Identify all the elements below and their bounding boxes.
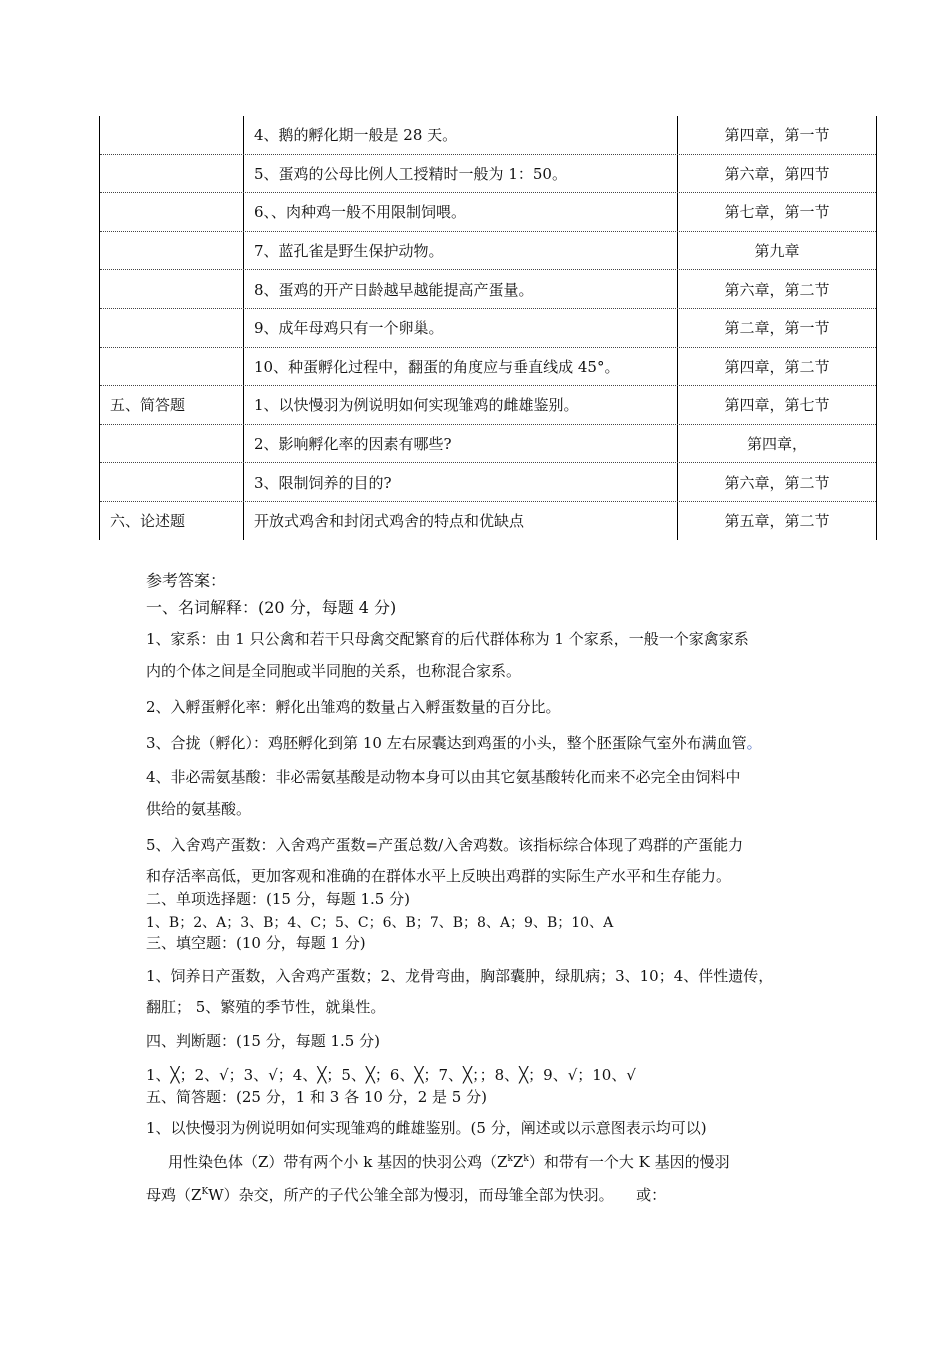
- question-cell: 8、蛋鸡的开产日龄越早越能提高产蛋量。: [244, 270, 678, 308]
- answer-paragraph: [146, 732, 762, 753]
- superscript: k: [523, 1154, 529, 1164]
- question-type-cell: [100, 270, 244, 308]
- chapter-ref-cell: 第四章，第二节: [724, 357, 830, 376]
- question-cell: 10、种蛋孵化过程中，翻蛋的角度应与垂直线成 45°。: [244, 348, 678, 386]
- table-row: [100, 386, 876, 425]
- answer-paragraph: 2、入孵蛋孵化率：孵化出雏鸡的数量占入孵蛋数量的百分比。: [146, 698, 561, 716]
- superscript: k: [507, 1154, 513, 1164]
- answer-line: 1、B；2、A；3、B；4、C；5、C；6、B；7、B；8、A；9、B；10、A: [146, 915, 614, 931]
- question-type-cell: [100, 193, 244, 231]
- answer-paragraph: 1、以快慢羽为例说明如何实现雏鸡的雌雄鉴别。(5 分，阐述或以示意图表示均可以): [146, 1119, 707, 1137]
- question-type-cell: [100, 155, 244, 193]
- chapter-ref-cell: 第六章，第二节: [724, 473, 830, 492]
- answer-paragraph: 1、家系：由 1 只公禽和若干只母禽交配繁育的后代群体称为 1 个家系，一般一个家禽家系: [146, 630, 749, 648]
- table-row: [100, 348, 876, 387]
- answer-paragraph: 5、入舍鸡产蛋数：入舍鸡产蛋数=产蛋总数/入舍鸡数。该指标综合体现了鸡群的产蛋能力: [146, 836, 744, 854]
- question-type-cell: [100, 116, 244, 154]
- question-type-cell: [100, 232, 244, 270]
- answer-text: ）和带有一个大 K 基因的慢羽: [528, 1153, 730, 1171]
- answer-paragraph: 1、饲养日产蛋数，入舍鸡产蛋数；2、龙骨弯曲，胸部囊肿，绿肌病；3、10；4、伴性遗传，: [146, 967, 774, 985]
- answer-paragraph: 内的个体之间是全同胞或半同胞的关系，也称混合家系。: [146, 662, 522, 680]
- answer-paragraph: 4、非必需氨基酸：非必需氨基酸是动物本身可以由其它氨基酸转化而来不必完全由饲料中: [146, 768, 741, 786]
- chapter-ref-cell: 第六章，第二节: [724, 280, 830, 299]
- question-cell: 2、影响孵化率的因素有哪些?: [244, 425, 678, 463]
- table-row: [100, 270, 876, 309]
- section-heading-true-false: 四、判断题：(15 分，每题 1.5 分): [146, 1032, 380, 1050]
- table-row: [100, 193, 876, 232]
- table-row: [100, 116, 876, 155]
- question-cell: 6、、肉种鸡一般不用限制饲喂。: [244, 193, 678, 231]
- table-row: [100, 232, 876, 271]
- section-heading-single-choice: 二、单项选择题：(15 分，每题 1.5 分): [146, 890, 410, 908]
- question-cell: 3、限制饲养的目的?: [244, 463, 678, 501]
- chapter-ref-cell: 第五章，第二节: [724, 512, 830, 531]
- question-type-cell: [100, 348, 244, 386]
- answer-text: Z: [512, 1153, 524, 1171]
- answer-paragraph: 供给的氨基酸。: [146, 800, 252, 818]
- chapter-ref-cell: 第四章，第七节: [724, 396, 830, 415]
- section-heading-short-answer: 五、简答题：(25 分，1 和 3 各 10 分，2 是 5 分): [146, 1088, 487, 1106]
- table-row: [100, 309, 876, 348]
- section-heading-fill-blank: 三、填空题：(10 分，每题 1 分): [146, 934, 366, 952]
- answer-period: 。: [746, 734, 762, 752]
- question-cell: 7、蓝孔雀是野生保护动物。: [244, 232, 678, 270]
- section-heading-definitions: 一、名词解释：(20 分，每题 4 分): [146, 598, 397, 617]
- question-type-cell: 五、简答题: [100, 386, 244, 424]
- chapter-ref-cell: 第七章，第一节: [724, 203, 830, 222]
- question-cell: 5、蛋鸡的公母比例人工授精时一般为 1：50。: [244, 155, 678, 193]
- table-row: [100, 155, 876, 194]
- question-cell: 4、鹅的孵化期一般是 28 天。: [244, 116, 678, 154]
- chapter-ref-cell: 第六章，第四节: [724, 164, 830, 183]
- outline-table: [99, 116, 877, 540]
- table-row: [100, 463, 876, 502]
- question-type-cell: 六、论述题: [100, 502, 244, 540]
- question-cell: 9、成年母鸡只有一个卵巢。: [244, 309, 678, 347]
- answer-text: W）杂交，所产的子代公雏全部为慢羽，而母雏全部为快羽。 或：: [208, 1186, 667, 1204]
- answer-text: 母鸡（Z: [146, 1186, 202, 1204]
- table-row: [100, 425, 876, 464]
- question-cell: 开放式鸡舍和封闭式鸡舍的特点和优缺点: [244, 502, 678, 540]
- answer-paragraph: 翻肛； 5、繁殖的季节性，就巢性。: [146, 998, 386, 1016]
- answer-line: 1、╳；2、√；3、√；4、╳；5、╳；6、╳；7、╳；；8、╳；9、√；10、√: [146, 1066, 636, 1084]
- chapter-ref-cell: 第四章，第一节: [724, 126, 830, 145]
- superscript: K: [201, 1187, 209, 1197]
- table-row: [100, 502, 876, 540]
- answer-key-title: 参考答案：: [146, 571, 227, 590]
- answer-text: 用性染色体（Z）带有两个小 k 基因的快羽公鸡（Z: [168, 1153, 508, 1171]
- question-type-cell: [100, 463, 244, 501]
- answer-paragraph: 和存活率高低，更加客观和准确的在群体水平上反映出鸡群的实际生产水平和生存能力。: [146, 867, 732, 885]
- answer-paragraph: [146, 1184, 666, 1205]
- question-type-cell: [100, 309, 244, 347]
- answer-text: 3、合拢（孵化）：鸡胚孵化到第 10 左右尿囊达到鸡蛋的小头，整个胚蛋除气室外布满血管: [146, 734, 747, 752]
- question-type-cell: [100, 425, 244, 463]
- chapter-ref-cell: 第九章: [754, 242, 800, 261]
- answer-paragraph: [146, 1151, 730, 1172]
- question-cell: 1、以快慢羽为例说明如何实现雏鸡的雌雄鉴别。: [244, 386, 678, 424]
- chapter-ref-cell: 第二章，第一节: [724, 319, 830, 338]
- chapter-ref-cell: 第四章，: [746, 435, 807, 454]
